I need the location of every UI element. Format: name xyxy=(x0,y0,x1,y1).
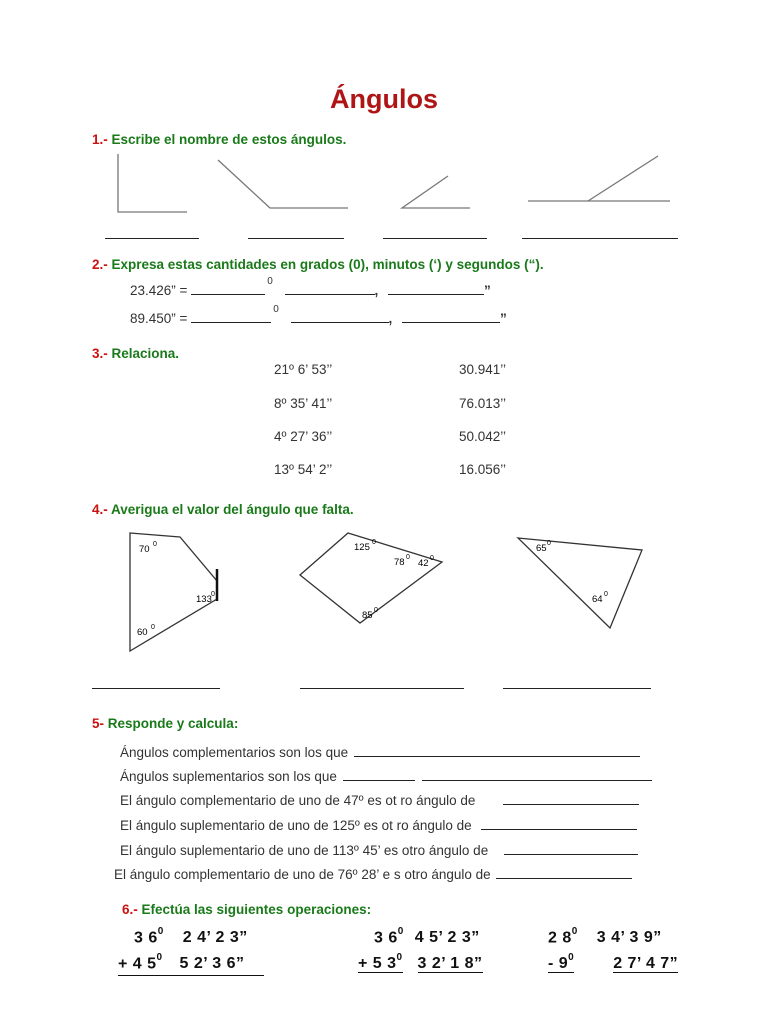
match-left-3: 4º 27’ 36’’ xyxy=(274,429,333,444)
question-2 xyxy=(92,257,544,272)
match-left-2: 8º 35’ 41’’ xyxy=(274,396,333,411)
degree-mark: 0 xyxy=(211,591,215,598)
match-right-4: 16.056’’ xyxy=(459,462,507,477)
degree-mark: 0 xyxy=(151,624,155,631)
match-left-1: 21º 6’ 53’’ xyxy=(274,362,333,377)
conversion-value: 89.450” = xyxy=(130,311,188,326)
match-right-2: 76.013’’ xyxy=(459,396,507,411)
question-5-number: 5- xyxy=(92,716,105,731)
degree-mark: 0 xyxy=(547,540,551,547)
question-6-number: 6.- xyxy=(122,902,138,917)
angle-label: 133 xyxy=(196,594,212,605)
q5-line-text: El ángulo suplementario de uno de 125º es ot ro ángulo de xyxy=(120,818,472,833)
answer-blank-4a[interactable] xyxy=(92,674,220,694)
answer-blank-1a[interactable] xyxy=(105,224,199,244)
operand-min-sec: 3 4’ 3 9” xyxy=(596,929,662,947)
q5-line-6 xyxy=(114,864,632,882)
seconds-blank[interactable] xyxy=(402,308,500,323)
operand-min-sec: 3 2’ 1 8” xyxy=(417,955,483,973)
operand-min-sec: 2 7’ 4 7” xyxy=(613,955,679,973)
question-4 xyxy=(92,502,354,517)
conversion-row-2 xyxy=(130,303,507,326)
question-1 xyxy=(92,132,346,147)
seconds-blank[interactable] xyxy=(388,280,484,295)
page-title: Ángulos xyxy=(330,84,438,114)
q5-line-4 xyxy=(120,815,637,833)
answer-blank[interactable] xyxy=(504,840,638,855)
question-4-text: Averigua el valor del ángulo que falta. xyxy=(107,502,354,517)
question-3-number: 3.- xyxy=(92,346,108,361)
minutes-blank[interactable] xyxy=(285,280,375,295)
comma: , xyxy=(388,311,393,326)
operand-min-sec: 4 5’ 2 3” xyxy=(414,929,480,947)
degrees-blank[interactable] xyxy=(191,308,271,323)
operand-min-sec: 5 2’ 3 6” xyxy=(179,955,245,973)
q5-line-5 xyxy=(120,840,638,858)
operand-degrees: + 5 3 xyxy=(358,955,397,973)
operand-degrees: + 4 5 xyxy=(118,955,157,973)
angle-label: 125 xyxy=(354,542,370,553)
angle-label: 60 xyxy=(137,627,148,638)
angle-label: 42 xyxy=(418,558,429,569)
operation-2-row-1 xyxy=(374,928,480,947)
answer-blank[interactable] xyxy=(496,864,632,879)
degree-mark: 0 xyxy=(397,926,404,937)
answer-blank-1b[interactable] xyxy=(248,224,344,244)
answer-blank[interactable] xyxy=(481,815,637,830)
match-left-4: 13º 54’ 2’’ xyxy=(274,462,333,477)
q5-line-text: El ángulo complementario de uno de 76º 28’ e s otro ángulo de xyxy=(114,867,491,882)
angle-label: 70 xyxy=(139,544,150,555)
operation-1-row-1 xyxy=(134,928,248,947)
seconds-mark: ” xyxy=(500,311,507,326)
match-right-3: 50.042’’ xyxy=(459,429,507,444)
question-3-text: Relaciona. xyxy=(107,346,180,361)
degree-mark: 0 xyxy=(267,275,273,287)
answer-blank[interactable] xyxy=(343,766,415,781)
answer-blank-1d[interactable] xyxy=(522,224,678,244)
triangle-figure xyxy=(512,532,648,632)
degrees-blank[interactable] xyxy=(191,280,265,295)
match-right-1: 30.941’’ xyxy=(459,362,507,377)
degree-mark: 0 xyxy=(157,926,164,937)
degree-mark: 0 xyxy=(156,952,163,963)
angle-label: 65 xyxy=(536,543,547,554)
answer-blank[interactable] xyxy=(422,766,652,781)
answer-blank-4b[interactable] xyxy=(300,674,464,694)
degree-mark: 0 xyxy=(374,607,378,614)
operand-degrees: 3 6 xyxy=(374,929,398,947)
minutes-blank[interactable] xyxy=(291,308,389,323)
degree-mark: 0 xyxy=(568,952,575,963)
ray-figure xyxy=(588,156,658,201)
answer-blank[interactable] xyxy=(503,790,639,805)
q5-line-1 xyxy=(120,742,640,760)
operand-degrees: 2 8 xyxy=(548,929,572,947)
seconds-mark: ” xyxy=(484,283,491,298)
answer-blank-1c[interactable] xyxy=(383,224,487,244)
operation-3-row-2 xyxy=(548,954,678,973)
operand-degrees: - 9 xyxy=(548,955,569,973)
q5-line-text: Ángulos suplementarios son los que xyxy=(120,769,337,784)
degree-mark: 0 xyxy=(153,541,157,548)
operand-min-sec: 2 4’ 2 3” xyxy=(182,929,248,947)
answer-blank[interactable] xyxy=(354,742,640,757)
angle-label: 78 xyxy=(394,557,405,568)
degree-mark: 0 xyxy=(396,952,403,963)
quadrilateral-figure-1 xyxy=(120,525,230,657)
degree-mark: 0 xyxy=(430,555,434,562)
operation-1-row-2 xyxy=(118,954,264,976)
question-2-number: 2.- xyxy=(92,257,108,272)
q5-line-2 xyxy=(120,766,652,784)
question-5 xyxy=(92,716,238,731)
q5-line-text: El ángulo suplementario de uno de 113º 45’ es otro ángulo de xyxy=(120,843,489,858)
degree-mark: 0 xyxy=(372,539,376,546)
degree-mark: 0 xyxy=(571,926,578,937)
acute-angle-figure xyxy=(402,176,470,208)
angle-figures xyxy=(100,150,680,220)
q5-line-text: El ángulo complementario de uno de 47º es ot ro ángulo de xyxy=(120,793,476,808)
degree-mark: 0 xyxy=(604,591,608,598)
degree-mark: 0 xyxy=(273,303,279,315)
q5-line-3 xyxy=(120,790,639,808)
question-1-number: 1.- xyxy=(92,132,108,147)
obtuse-angle-figure xyxy=(218,160,348,208)
question-6-text: Efectúa las siguientes operaciones: xyxy=(137,902,372,917)
answer-blank-4c[interactable] xyxy=(503,674,651,694)
operand-degrees: 3 6 xyxy=(134,929,158,947)
question-6 xyxy=(122,902,371,917)
question-2-text: Expresa estas cantidades en grados (0), minutos (‘) y segundos (“). xyxy=(107,257,544,272)
angle-label: 85 xyxy=(362,610,373,621)
degree-mark: 0 xyxy=(406,554,410,561)
right-angle-figure xyxy=(118,154,187,212)
comma: , xyxy=(374,283,379,298)
conversion-row-1 xyxy=(130,275,491,298)
question-5-text: Responde y calcula: xyxy=(104,716,239,731)
angle-label: 64 xyxy=(592,594,603,605)
question-1-text: Escribe el nombre de estos ángulos. xyxy=(107,132,347,147)
quadrilateral-figure-2 xyxy=(296,528,446,628)
q5-line-text: Ángulos complementarios son los que xyxy=(120,745,349,760)
operation-2-row-2 xyxy=(358,954,483,973)
conversion-value: 23.426” = xyxy=(130,283,188,298)
question-3 xyxy=(92,346,179,361)
question-4-number: 4.- xyxy=(92,502,108,517)
operation-3-row-1 xyxy=(548,928,662,947)
